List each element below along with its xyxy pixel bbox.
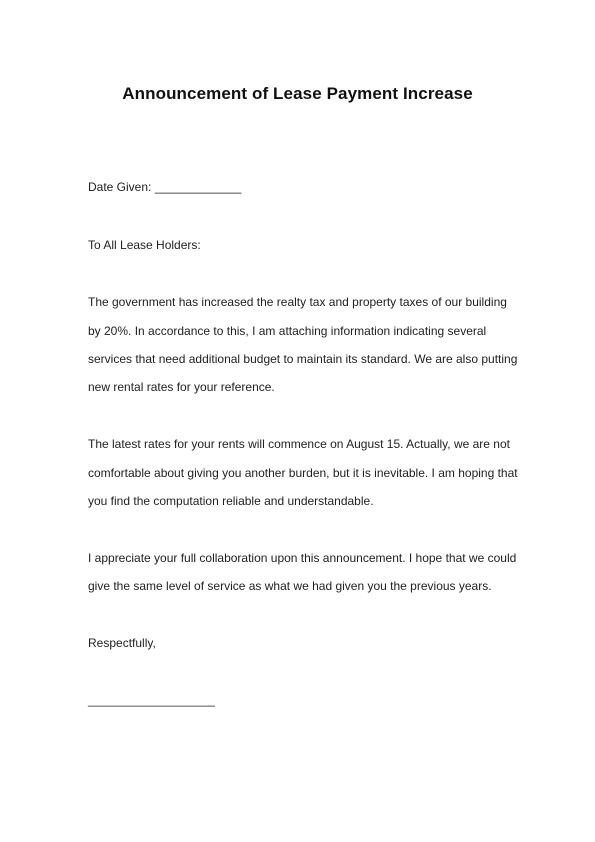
paragraph-1-line-4: new rental rates for your reference.: [88, 380, 275, 394]
signature-line: ___________________: [88, 693, 215, 707]
paragraph-2-line-2: comfortable about giving you another burden, but it is inevitable. I am hoping that: [88, 466, 518, 480]
paragraph-1-line-3: services that need additional budget to maintain its standard. We are also putting: [88, 352, 518, 366]
paragraph-3-line-2: give the same level of service as what we had given you the previous years.: [88, 579, 492, 593]
closing: Respectfully,: [88, 636, 156, 650]
paragraph-1-line-2: by 20%. In accordance to this, I am attaching information indicating several: [88, 324, 487, 338]
paragraph-2-line-3: you find the computation reliable and understandable.: [88, 494, 374, 508]
date-given-line: Date Given: _____________: [88, 180, 242, 194]
document-title: Announcement of Lease Payment Increase: [122, 84, 473, 103]
paragraph-2-line-1: The latest rates for your rents will commence on August 15. Actually, we are not: [88, 437, 510, 451]
paragraph-1-line-1: The government has increased the realty tax and property taxes of our building: [88, 295, 507, 309]
paragraph-3-line-1: I appreciate your full collaboration upon this announcement. I hope that we could: [88, 551, 517, 565]
salutation: To All Lease Holders:: [88, 238, 201, 252]
